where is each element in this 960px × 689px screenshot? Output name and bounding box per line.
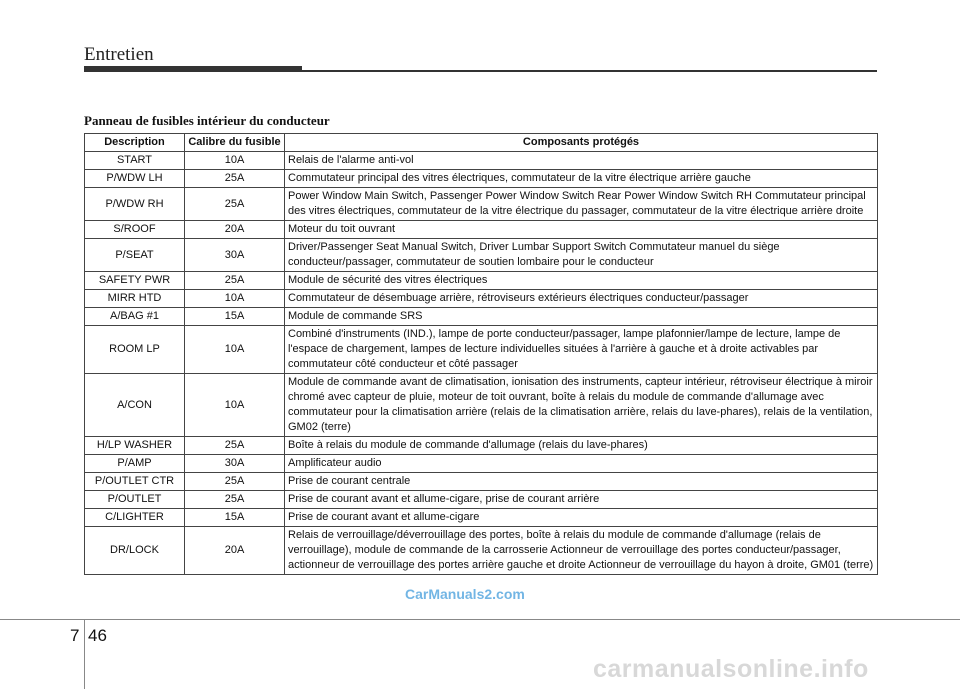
fuse-description-cell: MIRR HTD: [85, 290, 185, 308]
section-title: Panneau de fusibles intérieur du conducteur: [84, 113, 330, 128]
protected-components-cell: Amplificateur audio: [285, 455, 878, 473]
protected-components-cell: Power Window Main Switch, Passenger Power Window Switch Rear Power Window Switch RH Commutateur principal des vitres électriques, commutateur de la vitre électrique du passager, commutateur de la vitre électrique arrière droite: [285, 188, 878, 221]
fuse-rating-cell: 25A: [185, 491, 285, 509]
header-rule-thin: [302, 70, 877, 72]
table-row: [85, 221, 878, 239]
protected-components-cell: Driver/Passenger Seat Manual Switch, Driver Lumbar Support Switch Commutateur manuel du siège conducteur/passager, commutateur de soutien lombaire pour le conducteur: [285, 239, 878, 272]
table-row: [85, 509, 878, 527]
table-row: [85, 290, 878, 308]
footer-rule: [0, 619, 960, 620]
fuse-rating-cell: 20A: [185, 221, 285, 239]
page-header-title: Entretien: [84, 44, 154, 65]
table-row: [85, 308, 878, 326]
fuse-description-cell: A/BAG #1: [85, 308, 185, 326]
fuse-rating-cell: 10A: [185, 374, 285, 437]
protected-components-cell: Module de commande SRS: [285, 308, 878, 326]
fuse-rating-cell: 25A: [185, 437, 285, 455]
protected-components-cell: Commutateur principal des vitres électriques, commutateur de la vitre électrique arrière gauche: [285, 170, 878, 188]
table-row: [85, 491, 878, 509]
table-row: [85, 170, 878, 188]
fuse-rating-cell: 25A: [185, 272, 285, 290]
fuse-description-cell: S/ROOF: [85, 221, 185, 239]
chapter-number: 7: [70, 626, 80, 645]
table-row: [85, 527, 878, 575]
protected-components-cell: Prise de courant centrale: [285, 473, 878, 491]
watermark-overlay: CarManuals2.com: [405, 586, 525, 602]
fuse-rating-cell: 25A: [185, 473, 285, 491]
header-rule-thick: [84, 66, 302, 72]
protected-components-cell: Relais de l'alarme anti-vol: [285, 152, 878, 170]
table-row: [85, 326, 878, 374]
fuse-rating-cell: 20A: [185, 527, 285, 575]
fuse-rating-cell: 25A: [185, 188, 285, 221]
fuse-rating-cell: 10A: [185, 290, 285, 308]
fuse-rating-cell: 15A: [185, 308, 285, 326]
fuse-table-body: [85, 152, 878, 575]
fuse-description-cell: P/WDW LH: [85, 170, 185, 188]
fuse-description-cell: ROOM LP: [85, 326, 185, 374]
protected-components-cell: Commutateur de désembuage arrière, rétroviseurs extérieurs électriques conducteur/passager: [285, 290, 878, 308]
fuse-table: [84, 133, 878, 575]
protected-components-cell: Moteur du toit ouvrant: [285, 221, 878, 239]
column-header-fuse-rating: Calibre du fusible: [185, 134, 285, 152]
fuse-description-cell: P/OUTLET CTR: [85, 473, 185, 491]
protected-components-cell: Relais de verrouillage/déverrouillage des portes, boîte à relais du module de commande d'allumage (relais de verrouillage), module de commande de la carrosserie Actionneur de verrouillage des portes conducteur/passager, actionneur de verrouillage des portes arrière gauche et droite Actionneur de verrouillage du hayon à droite, GM01 (terre): [285, 527, 878, 575]
fuse-rating-cell: 10A: [185, 152, 285, 170]
column-header-description: Description: [85, 134, 185, 152]
fuse-rating-cell: 10A: [185, 326, 285, 374]
fuse-rating-cell: 25A: [185, 170, 285, 188]
table-row: [85, 455, 878, 473]
fuse-description-cell: START: [85, 152, 185, 170]
protected-components-cell: Boîte à relais du module de commande d'allumage (relais du lave-phares): [285, 437, 878, 455]
fuse-description-cell: SAFETY PWR: [85, 272, 185, 290]
fuse-rating-cell: 30A: [185, 455, 285, 473]
table-row: [85, 188, 878, 221]
fuse-description-cell: A/CON: [85, 374, 185, 437]
table-row: [85, 437, 878, 455]
table-row: [85, 272, 878, 290]
protected-components-cell: Module de sécurité des vitres électriques: [285, 272, 878, 290]
fuse-description-cell: P/OUTLET: [85, 491, 185, 509]
fuse-description-cell: P/WDW RH: [85, 188, 185, 221]
table-header-row: [85, 134, 878, 152]
fuse-rating-cell: 15A: [185, 509, 285, 527]
protected-components-cell: Prise de courant avant et allume-cigare: [285, 509, 878, 527]
page-number: 46: [88, 626, 107, 645]
table-row: [85, 473, 878, 491]
fuse-description-cell: DR/LOCK: [85, 527, 185, 575]
column-header-protected-components: Composants protégés: [285, 134, 878, 152]
protected-components-cell: Prise de courant avant et allume-cigare, prise de courant arrière: [285, 491, 878, 509]
table-row: [85, 239, 878, 272]
fuse-description-cell: C/LIGHTER: [85, 509, 185, 527]
fuse-description-cell: P/AMP: [85, 455, 185, 473]
fuse-rating-cell: 30A: [185, 239, 285, 272]
table-row: [85, 374, 878, 437]
protected-components-cell: Module de commande avant de climatisation, ionisation des instruments, capteur intérieur, rétroviseur électrique à miroir chromé avec capteur de pluie, moteur de toit ouvrant, boîte à relais du module de commande d'allumage avec commutateur pour la climatisation arrière (relais de la climatisation arrière, relais du lave-phares), relais de la ventilation, GM02 (terre): [285, 374, 878, 437]
watermark-footer: carmanualsonline.info: [593, 655, 869, 683]
footer-divider: [84, 619, 85, 689]
table-row: [85, 152, 878, 170]
fuse-description-cell: H/LP WASHER: [85, 437, 185, 455]
protected-components-cell: Combiné d'instruments (IND.), lampe de porte conducteur/passager, lampe plafonnier/lampe de lecture, lampe de l'espace de chargement, lampes de lecture individuelles situées à l'arrière à gauche et à droite activables par commutateur côté conducteur et côté passager: [285, 326, 878, 374]
fuse-description-cell: P/SEAT: [85, 239, 185, 272]
